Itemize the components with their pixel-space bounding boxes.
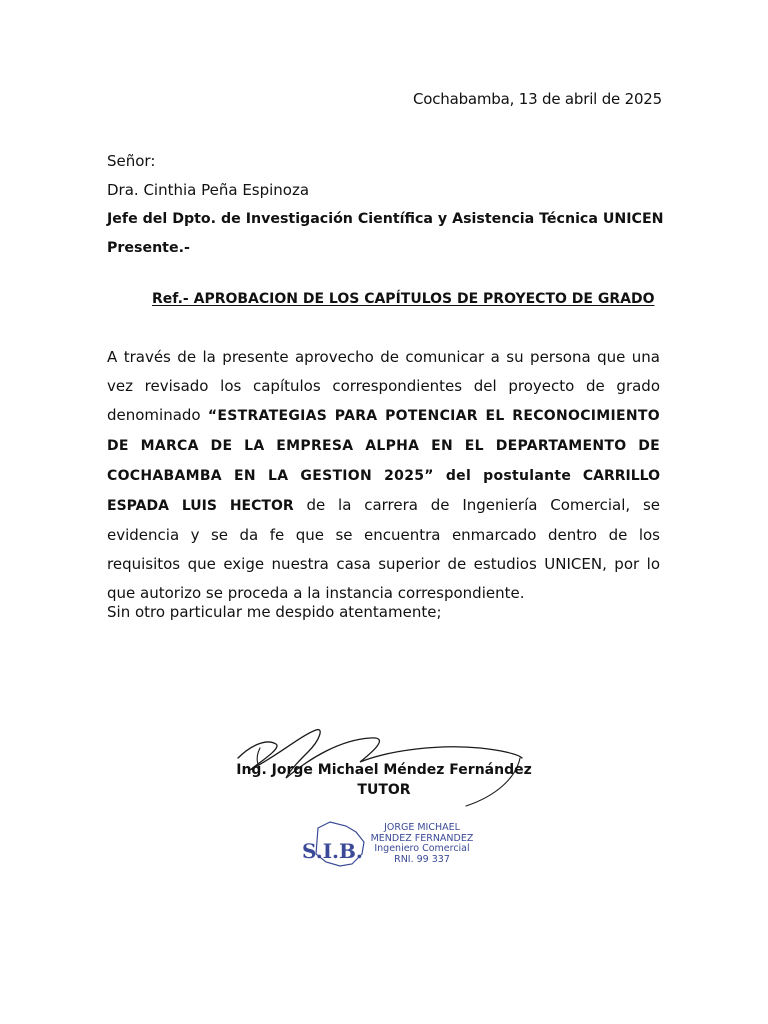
stamp-line-3: Ingeniero Comercial: [374, 843, 470, 854]
salutation: Señor:: [107, 152, 156, 170]
body-intro: A través de la presente aprovecho de comunicar a su persona que una vez revisado los capítulos correspondientes del proyecto de grado denominado: [107, 348, 660, 424]
stamp-line-1: JORGE MICHAEL: [384, 822, 460, 833]
body-continuation: de la carrera de Ingeniería Comercial, se evidencia y se da fe que se encuentra enmarcado dentro de los requisitos que exige nuestra casa superior de estudios UNICEN, por lo que autorizo se proceda a la instancia correspondiente.: [107, 496, 661, 602]
recipient-name: Dra. Cinthia Peña Espinoza: [107, 181, 310, 199]
addressee-block: [107, 147, 664, 263]
place-date: Cochabamba, 13 de abril de 2025: [412, 90, 662, 108]
project-title: “ESTRATEGIAS PARA POTENCIAR EL RECONOCIMIENTO DE MARCA DE LA EMPRESA ALPHA EN EL DEPARTAMENTO DE COCHABAMBA EN LA GESTION 2025” del postulante: [107, 408, 660, 484]
reference-line: Ref.- APROBACION DE LOS CAPÍTULOS DE PROYECTO DE GRADO: [152, 291, 655, 307]
sib-logo-text: S.I.B.: [302, 839, 363, 863]
sib-logo: [300, 818, 370, 870]
closing-line: Sin otro particular me despido atentamente;: [107, 603, 442, 621]
professional-stamp: [300, 818, 480, 870]
body-paragraph: [107, 343, 660, 608]
signer-role: TUTOR: [357, 782, 411, 798]
stamp-text: [368, 823, 476, 865]
presente-line: Presente.-: [107, 240, 190, 256]
recipient-title: Jefe del Dpto. de Investigación Científica y Asistencia Técnica UNICEN: [107, 211, 664, 227]
signer-name: [0, 762, 768, 778]
stamp-line-2: MENDEZ FERNANDEZ: [370, 832, 474, 844]
signer-name-text: Ing. Jorge Michael Méndez Fernández: [236, 762, 532, 778]
student-name: CARRILLO ESPADA LUIS HECTOR: [107, 468, 660, 514]
stamp-line-4: RNI. 99 337: [394, 853, 450, 865]
